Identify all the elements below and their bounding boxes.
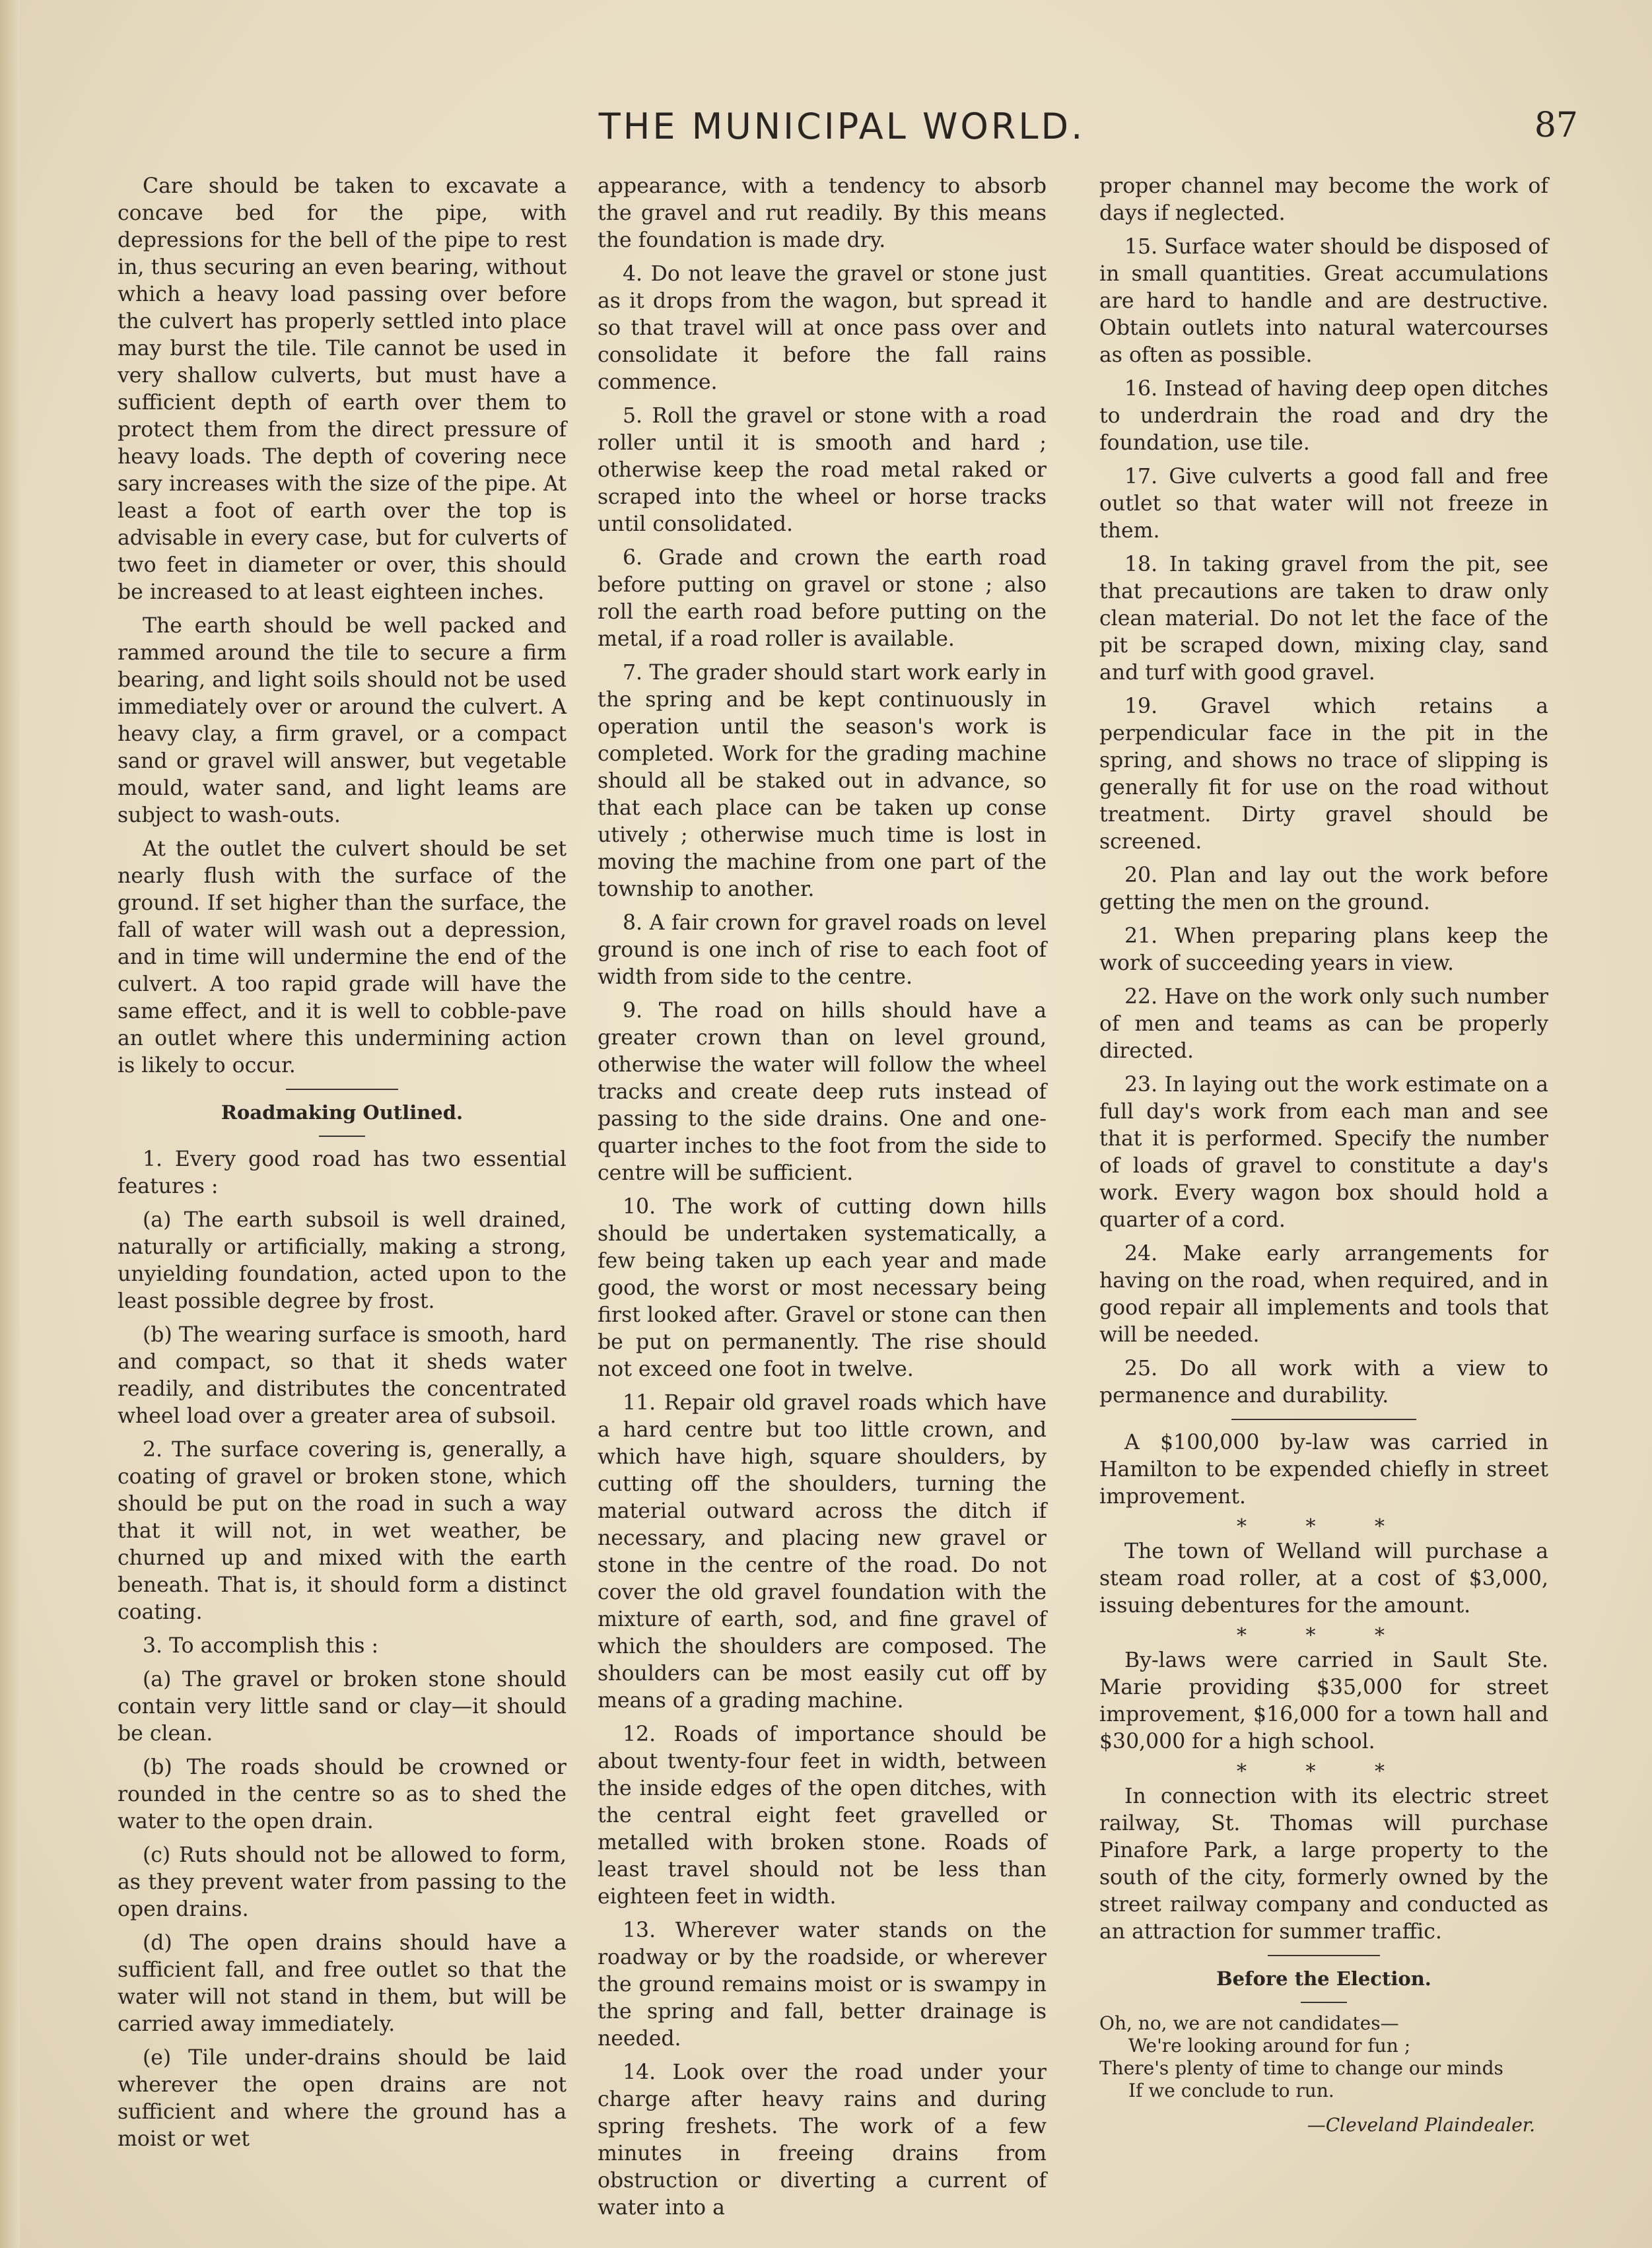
- paragraph-continued: appearance, with a tendency to absorb the gravel and rut readily. By this means the foundation is made dry.: [598, 174, 1047, 252]
- list-item-1a: (a) The earth subsoil is well drained, naturally or artificially, making a strong, unyielding foundation, acted upon to the least possible degree by frost.: [118, 1208, 567, 1313]
- list-item-1b: (b) The wearing surface is smooth, hard and compact, so that it sheds water readily, and distributes the concentrated wheel load over a greater area of subsoil.: [118, 1323, 567, 1428]
- list-item-24: 24. Make early arrangements for having on the road, when required, and in good repair all implements and tools that will be needed.: [1099, 1242, 1548, 1347]
- poem-credit: —Cleveland Plaindealer.: [1307, 2114, 1535, 2136]
- paragraph-continued: proper channel may become the work of days if neglected.: [1099, 174, 1548, 225]
- publication-title: THE MUNICIPAL WORLD.: [598, 106, 1085, 147]
- list-item-12: 12. Roads of importance should be about twenty-four feet in width, between the inside edges of the open ditches, with the central eight feet gravelled or metalled with broken stone. Roads of least travel should not be less than eighteen feet in width.: [598, 1722, 1047, 1909]
- list-item-4: 4. Do not leave the gravel or stone just as it drops from the wagon, but spread it so that travel will at once pass over and consolidate it before the fall rains commence.: [598, 262, 1047, 394]
- list-item-17: 17. Give culverts a good fall and free outlet so that water will not freeze in them.: [1099, 465, 1548, 543]
- list-item-16: 16. Instead of having deep open ditches to underdrain the road and dry the foundation, use tile.: [1099, 377, 1548, 455]
- news-item-st-thomas: In connection with its electric street railway, St. Thomas will purchase Pinafore Park, a large property to the south of the city, formerly owned by the street railway company and conducted as an attraction for summer traffic.: [1099, 1785, 1548, 1944]
- poem-line: If we conclude to run.: [1128, 2080, 1334, 2101]
- news-item-welland: The town of Welland will purchase a steam road roller, at a cost of $3,000, issuing debentures for the amount.: [1099, 1540, 1548, 1618]
- list-item-19: 19. Gravel which retains a perpendicular face in the pit in the spring, and shows no trace of slipping is generally fit for use on the road without treatment. Dirty gravel should be screened.: [1099, 695, 1548, 854]
- list-item-15: 15. Surface water should be disposed of in small quantities. Great accumulations are hard to handle and are destructive. Obtain outlets into natural watercourses as often as possible.: [1099, 235, 1548, 367]
- star-separator: * * *: [1236, 1515, 1412, 1538]
- list-item-13: 13. Wherever water stands on the roadway or by the roadside, or wherever the ground remains moist or is swampy in the spring and fall, better drainage is needed.: [598, 1919, 1047, 2051]
- column-1: [118, 173, 567, 2160]
- poem-line: We're looking around for fun ;: [1128, 2035, 1411, 2057]
- section-heading-roadmaking: Roadmaking Outlined.: [221, 1101, 464, 1124]
- list-item-3b: (b) The roads should be crowned or rounded in the centre so as to shed the water to the open drain.: [118, 1755, 567, 1833]
- poem: [1099, 2012, 1548, 2102]
- list-item-8: 8. A fair crown for gravel roads on level ground is one inch of rise to each foot of width from side to the centre.: [598, 911, 1047, 989]
- poem-line: Oh, no, we are not candidates—: [1099, 2012, 1399, 2034]
- poem-line: There's plenty of time to change our minds: [1099, 2057, 1503, 2079]
- list-item-6: 6. Grade and crown the earth road before putting on gravel or stone ; also roll the earth road before putting on the metal, if a road roller is available.: [598, 546, 1047, 651]
- page-number: 87: [1534, 106, 1578, 145]
- list-item-3: 3. To accomplish this :: [143, 1634, 379, 1658]
- list-item-11: 11. Repair old gravel roads which have a hard centre but too little crown, and which have high, square shoulders, by cutting off the shoulders, turning the material outward across the ditch if necessary, and placing new gravel or stone in the centre of the road. Do not cover the old gravel foundation with the mixture of earth, sod, and fine gravel of which the shoulders are composed. The shoulders can be most easily cut off by means of a grading machine.: [598, 1391, 1047, 1713]
- page-header: [106, 106, 1578, 158]
- list-item-21: 21. When preparing plans keep the work of succeeding years in view.: [1099, 924, 1548, 975]
- section-divider: [1268, 1955, 1380, 1956]
- list-item-1: 1. Every good road has two essential features :: [118, 1147, 567, 1198]
- column-2: [598, 173, 1047, 2228]
- list-item-5: 5. Roll the gravel or stone with a road roller until it is smooth and hard ; otherwise keep the road metal raked or scraped into the wheel or horse tracks until consolidated.: [598, 404, 1047, 536]
- list-item-22: 22. Have on the work only such number of men and teams as can be properly directed.: [1099, 985, 1548, 1063]
- poem-heading: Before the Election.: [1216, 1967, 1431, 1990]
- list-item-23: 23. In laying out the work estimate on a full day's work from each man and see that it is performed. Specify the number of loads of gravel to constitute a day's work. Every wagon box should hold a quarter of a cord.: [1099, 1073, 1548, 1232]
- list-item-7: 7. The grader should start work early in the spring and be kept continuously in operation until the season's work is completed. Work for the grading machine should all be staked out in advance, so that each place can be taken up conse utively ; otherwise much time is lost in moving the machine from one part of the township to another.: [598, 661, 1047, 901]
- list-item-25: 25. Do all work with a view to permanence and durability.: [1099, 1357, 1548, 1408]
- paragraph-culvert-excavation: Care should be taken to excavate a concave bed for the pipe, with depressions for the bell of the pipe to rest in, thus securing an even bearing, without which a heavy load passing over before the culvert has properly settled into place may burst the tile. Tile cannot be used in very shallow culverts, but must have a sufficient depth of earth over them to protect them from the direct pressure of heavy loads. The depth of covering nece sary increases with the size of the pipe. At least a foot of earth over the top is advisable in every case, but for culverts of two feet in diameter or over, this should be increased to at least eighteen inches.: [118, 174, 567, 604]
- heading-divider: [1301, 2002, 1347, 2003]
- list-item-14: 14. Look over the road under your charge after heavy rains and during spring freshets. The work of a few minutes in freeing drains from obstruction or diverting a current of water into a: [598, 2061, 1047, 2220]
- news-item-sault-ste-marie: By-laws were carried in Sault Ste. Marie providing $35,000 for street improvement, $16,000 for a town hall and $30,000 for a high school.: [1099, 1649, 1548, 1754]
- column-3: [1099, 173, 1548, 2138]
- heading-divider: [319, 1136, 365, 1137]
- list-item-3a: (a) The gravel or broken stone should contain very little sand or clay—it should be clean.: [118, 1668, 567, 1746]
- page-spine-shadow: [0, 0, 20, 2248]
- list-item-9: 9. The road on hills should have a greater crown than on level ground, otherwise the water will follow the wheel tracks and create deep ruts instead of passing to the side drains. One and one-quarter inches to the foot from the side to centre will be sufficient.: [598, 999, 1047, 1185]
- star-separator: * * *: [1236, 1624, 1412, 1647]
- news-item-hamilton: A $100,000 by-law was carried in Hamilton to be expended chiefly in street improvement.: [1099, 1431, 1548, 1509]
- list-item-3c: (c) Ruts should not be allowed to form, as they prevent water from passing to the open drains.: [118, 1843, 567, 1921]
- list-item-3d: (d) The open drains should have a sufficient fall, and free outlet so that the water will not stand in them, but will be carried away immediately.: [118, 1931, 567, 2036]
- list-item-10: 10. The work of cutting down hills should be undertaken systematically, a few being taken up each year and made good, the worst or most necessary being first looked after. Gravel or stone can then be put on permanently. The rise should not exceed one foot in twelve.: [598, 1195, 1047, 1381]
- list-item-3e: (e) Tile under-drains should be laid wherever the open drains are not sufficient and where the ground has a moist or wet: [118, 2046, 567, 2151]
- list-item-18: 18. In taking gravel from the pit, see that precautions are taken to draw only clean material. Do not let the face of the pit be scraped down, mixing clay, sand and turf with good gravel.: [1099, 553, 1548, 685]
- star-separator: * * *: [1236, 1760, 1412, 1783]
- list-item-20: 20. Plan and lay out the work before getting the men on the ground.: [1099, 864, 1548, 914]
- section-divider: [286, 1089, 398, 1090]
- list-item-2: 2. The surface covering is, generally, a coating of gravel or broken stone, which should be put on the road in such a way that it will not, in wet weather, be churned up and mixed with the earth beneath. That is, it should form a distinct coating.: [118, 1438, 567, 1624]
- paragraph-culvert-outlet: At the outlet the culvert should be set nearly flush with the surface of the ground. If set higher than the surface, the fall of water will wash out a depression, and in time will undermine the end of the culvert. A too rapid grade will have the same effect, and it is well to cobble-pave an outlet where this undermining action is likely to occur.: [118, 837, 567, 1077]
- paragraph-earth-packing: The earth should be well packed and rammed around the tile to secure a firm bearing, and light soils should not be used immediately over or around the culvert. A heavy clay, a firm gravel, or a compact sand or gravel will answer, but vegetable mould, water sand, and light leams are subject to wash-outs.: [118, 614, 567, 827]
- section-divider: [1231, 1419, 1416, 1420]
